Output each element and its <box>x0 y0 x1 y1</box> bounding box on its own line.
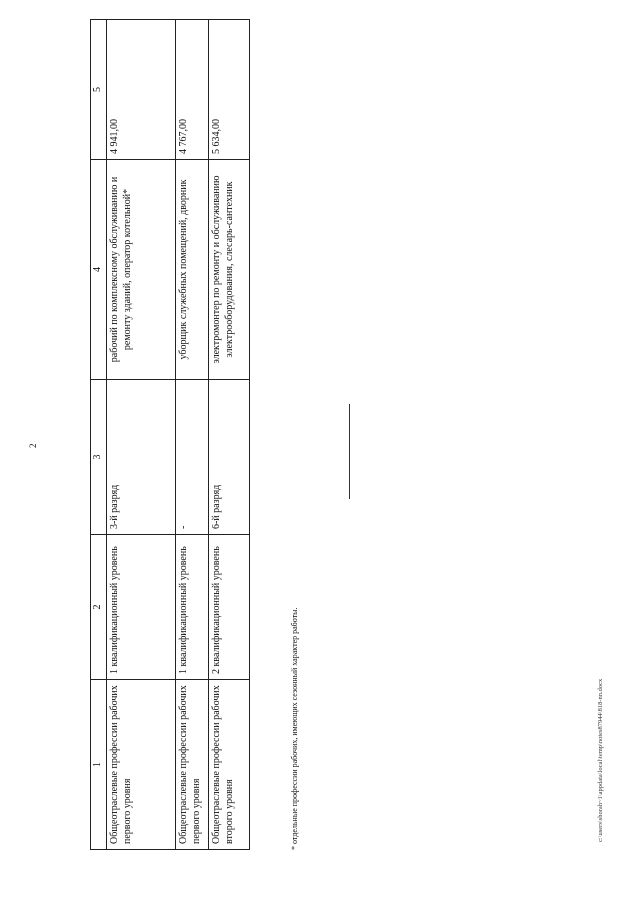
positions-cell: электромонтер по ремонту и обслуживанию электрооборудования, слесарь-сантехник <box>209 160 250 380</box>
header-cell: 1 <box>91 680 107 850</box>
group-cell: Общеотраслевые профессии рабочих второго уровня <box>209 680 250 850</box>
divider-line <box>349 404 350 499</box>
positions-cell: рабочий по комплексному обслуживанию и ремонту зданий, оператор котельной* <box>107 160 176 380</box>
salary-cell: 4 767,00 <box>176 20 209 160</box>
header-cell: 4 <box>91 160 107 380</box>
header-cell: 2 <box>91 535 107 680</box>
group-cell: Общеотраслевые профессии рабочих первого уровня <box>107 680 176 850</box>
salary-cell: 4 941,00 <box>107 20 176 160</box>
salary-cell: 5 634,00 <box>209 20 250 160</box>
table-row <box>107 20 176 850</box>
level-cell: 1 квалификационный уровень <box>107 535 176 680</box>
table-row <box>176 20 209 850</box>
header-cell: 3 <box>91 380 107 535</box>
grade-cell: - <box>176 380 209 535</box>
group-cell: Общеотраслевые профессии рабочих первого уровня <box>176 680 209 850</box>
table-row <box>209 20 250 850</box>
page-number: 2 <box>28 443 38 448</box>
level-cell: 2 квалификационный уровень <box>209 535 250 680</box>
table-header-row <box>91 20 107 850</box>
salary-table <box>90 19 250 850</box>
grade-cell: 3-й разряд <box>107 380 176 535</box>
level-cell: 1 квалификационный уровень <box>176 535 209 680</box>
file-path: c:\users\shorah~1\appdata\local\temp\notes87944\818-nn.docx <box>597 678 604 842</box>
positions-cell: уборщик служебных помещений, дворник <box>176 160 209 380</box>
header-cell: 5 <box>91 20 107 160</box>
grade-cell: 6-й разряд <box>209 380 250 535</box>
salary-table-container <box>90 20 275 850</box>
footnote: * отдельные профессии рабочих, имеющих сезонный характер работы. <box>290 607 299 850</box>
